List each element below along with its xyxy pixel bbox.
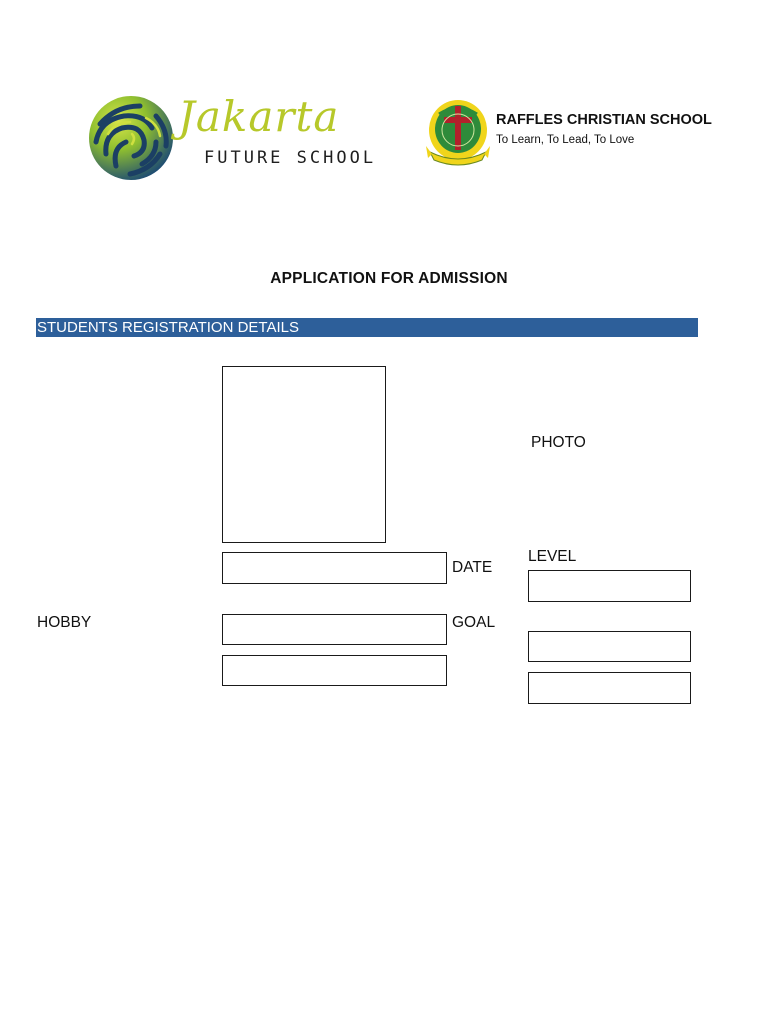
jakarta-future-school-logo xyxy=(86,92,377,184)
goal-input[interactable] xyxy=(529,632,690,661)
date-input[interactable] xyxy=(223,553,446,583)
hobby-label: HOBBY xyxy=(37,614,92,631)
date-field[interactable] xyxy=(222,552,447,584)
jfs-script-text: Jakarta xyxy=(178,92,340,141)
rcs-motto: To Learn, To Lead, To Love xyxy=(496,134,635,146)
section-header: STUDENTS REGISTRATION DETAILS xyxy=(36,318,698,337)
goal-label: GOAL xyxy=(452,614,496,631)
level-input[interactable] xyxy=(529,571,690,601)
goal-field[interactable] xyxy=(528,631,691,662)
rcs-crest-icon xyxy=(424,96,492,166)
rcs-school-name: RAFFLES CHRISTIAN SCHOOL xyxy=(496,112,712,128)
jfs-globe-icon xyxy=(86,94,176,184)
level-label: LEVEL xyxy=(528,548,577,565)
date-label: DATE xyxy=(452,559,493,576)
hobby-extra-input[interactable] xyxy=(223,656,446,685)
hobby-extra-field[interactable] xyxy=(222,655,447,686)
goal-extra-field[interactable] xyxy=(528,672,691,704)
hobby-input[interactable] xyxy=(223,615,446,644)
photo-label: PHOTO xyxy=(531,434,586,451)
jfs-sub-text: FUTURE SCHOOL xyxy=(204,148,377,168)
raffles-christian-school-logo xyxy=(424,96,724,168)
form-title: APPLICATION FOR ADMISSION xyxy=(270,270,508,287)
level-field[interactable] xyxy=(528,570,691,602)
photo-box[interactable] xyxy=(222,366,386,543)
hobby-field[interactable] xyxy=(222,614,447,645)
goal-extra-input[interactable] xyxy=(529,673,690,703)
